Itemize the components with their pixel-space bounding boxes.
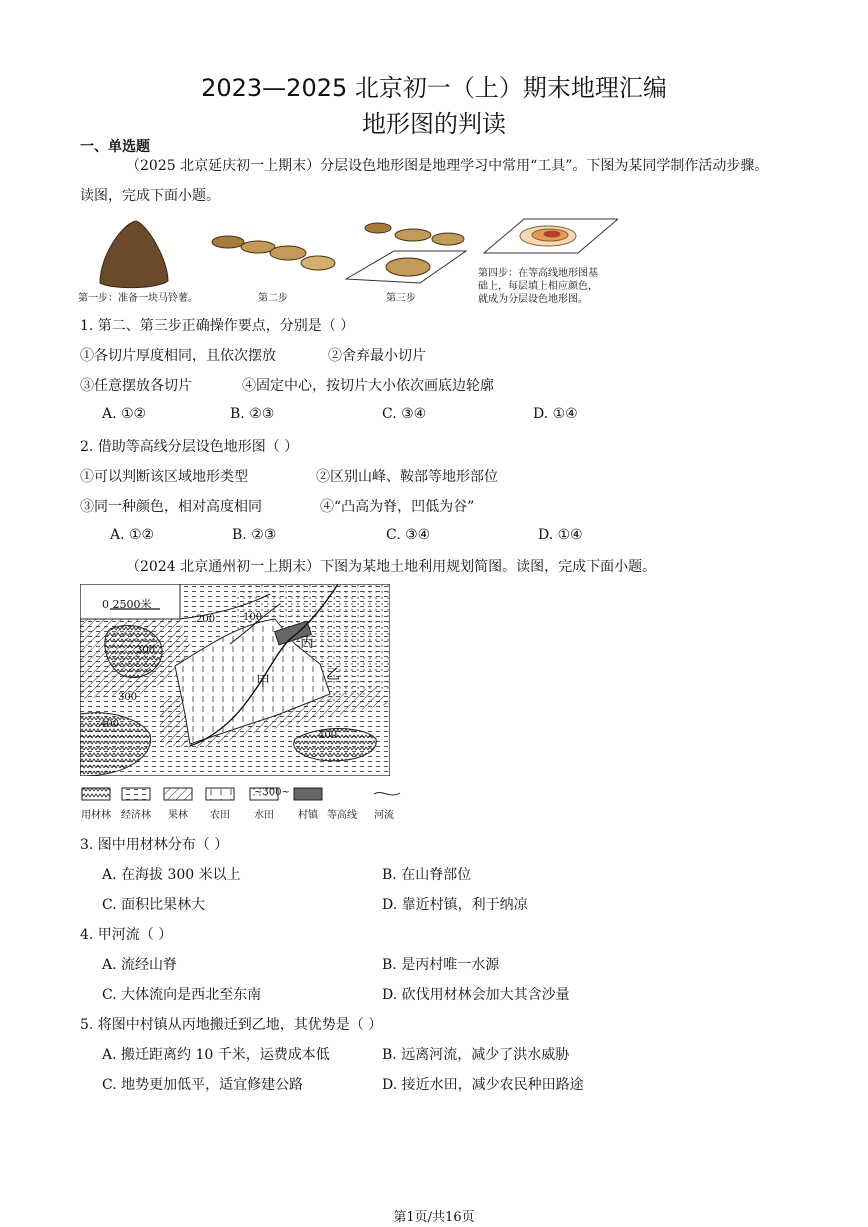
map-label-bing: 丙: [300, 635, 314, 651]
q4-option-b[interactable]: B. 是丙村唯一水源: [382, 957, 500, 973]
map-contour-label-300a: 300: [136, 645, 156, 656]
q1-stem: 1. 第二、第三步正确操作要点，分别是（ ）: [80, 318, 355, 334]
map-contour-label-100: 100: [243, 612, 263, 623]
q5-option-c[interactable]: C. 地势更加低平，适宜修建公路: [102, 1077, 304, 1093]
layer-4c: [544, 231, 560, 237]
legend-label-farmland: 农田: [210, 810, 230, 821]
q1-option-a[interactable]: A. ①②: [102, 406, 147, 422]
q1-statement-3: ③任意摆放各切片: [80, 378, 192, 394]
q3-option-a[interactable]: A. 在海拔 300 米以上: [102, 867, 241, 883]
slice-3d: [386, 258, 430, 276]
q4-option-d[interactable]: D. 砍伐用材林会加大其含沙量: [382, 987, 570, 1003]
legend-label-economic: 经济林: [121, 810, 151, 821]
q1-statement-2: ②舍弃最小切片: [328, 348, 426, 364]
map-label-yi: 乙: [326, 667, 340, 683]
q2-statement-2: ②区别山峰、鞍部等地形部位: [316, 469, 498, 485]
page-title: 2023—2025 北京初一（上）期末地理汇编: [201, 74, 667, 102]
land-use-map-svg: [80, 584, 390, 776]
q1-option-d[interactable]: D. ①④: [533, 406, 578, 422]
q2-option-d[interactable]: D. ①④: [538, 527, 583, 543]
intro2-text: （2024 北京通州初一上期末）下图为某地土地利用规划简图。读图，完成下面小题。: [126, 559, 657, 575]
legend-label-river: 河流: [374, 810, 394, 821]
legend-label-village: 村镇: [298, 810, 318, 821]
q2-statement-1: ①可以判断该区域地形类型: [80, 469, 248, 485]
legend-label-timber: 用材林: [81, 810, 111, 821]
step1-caption: 第一步：准备一块马铃薯。: [78, 293, 198, 304]
q4-stem: 4. 甲河流（ ）: [80, 927, 173, 943]
q1-statement-4: ④固定中心，按切片大小依次画底边轮廓: [242, 378, 494, 394]
q5-stem: 5. 将图中村镇从丙地搬迁到乙地，其优势是（ ）: [80, 1017, 383, 1033]
q5-option-d[interactable]: D. 接近水田，减少农民种田路途: [382, 1077, 584, 1093]
step4-caption-line1: 第四步：在等高线地形图基: [478, 268, 598, 279]
map-scale-label: 0 2500米: [102, 598, 152, 611]
q3-option-d[interactable]: D. 靠近村镇，利于纳凉: [382, 897, 528, 913]
q3-stem: 3. 图中用材林分布（ ）: [80, 837, 229, 853]
potato-shape: [100, 221, 168, 288]
q1-statement-1: ①各切片厚度相同，且依次摆放: [80, 348, 276, 364]
legend-swatch-village: [294, 788, 322, 800]
slice-3: [270, 246, 306, 260]
map-label-jia: 甲: [256, 674, 270, 690]
section-heading: 一、单选题: [80, 139, 150, 155]
legend-label-contour: 等高线: [327, 810, 357, 821]
intro-text-line2: 读图，完成下面小题。: [80, 188, 220, 204]
slice-3c: [432, 233, 464, 245]
legend-label-fruit: 果林: [168, 810, 188, 821]
slice-3b: [395, 229, 431, 241]
q2-stem: 2. 借助等高线分层设色地形图（ ）: [80, 439, 299, 455]
legend-swatch-timber: [82, 788, 110, 800]
map-contour-label-400a: 400: [100, 719, 120, 730]
legend-swatches: [78, 787, 408, 801]
q5-option-b[interactable]: B. 远离河流，减少了洪水威胁: [382, 1047, 570, 1063]
step3-caption: 第三步: [386, 293, 416, 304]
q2-statement-3: ③同一种颜色，相对高度相同: [80, 499, 262, 515]
intro-text-line1: （2025 北京延庆初一上期末）分层设色地形图是地理学习中常用“工具”。下图为某同学制作活动步骤。: [126, 158, 769, 174]
page-footer: 第1页/共16页: [393, 1210, 475, 1225]
page-subtitle: 地形图的判读: [362, 110, 506, 138]
map-contour-label-200: 200: [196, 614, 216, 625]
step4-caption-line2: 础上，每层填上相应颜色，: [478, 281, 598, 292]
q2-option-a[interactable]: A. ①②: [110, 527, 155, 543]
q1-option-b[interactable]: B. ②③: [230, 406, 275, 422]
legend-label-paddy: 水田: [254, 810, 274, 821]
legend-swatch-economic: [122, 788, 150, 800]
slice-1: [212, 236, 244, 248]
slice-4: [301, 256, 335, 270]
q3-option-c[interactable]: C. 面积比果林大: [102, 897, 206, 913]
legend-swatch-fruit: [164, 788, 192, 800]
q4-option-a[interactable]: A. 流经山脊: [102, 957, 178, 973]
legend-swatch-farmland: [206, 788, 234, 800]
q5-option-a[interactable]: A. 搬迁距离约 10 千米，运费成本低: [102, 1047, 330, 1063]
map-contour-label-400b: 400: [318, 730, 338, 741]
step2-caption: 第二步: [258, 293, 288, 304]
slice-3a: [365, 223, 391, 233]
q2-statement-4: ④“凸高为脊，凹低为谷”: [320, 499, 475, 515]
slice-2: [241, 241, 275, 253]
q2-option-b[interactable]: B. ②③: [232, 527, 277, 543]
q2-option-c[interactable]: C. ③④: [386, 527, 431, 543]
q4-option-c[interactable]: C. 大体流向是西北至东南: [102, 987, 262, 1003]
map-contour-label-300b: 300: [118, 692, 138, 703]
legend-swatch-river: [374, 793, 400, 795]
q3-option-b[interactable]: B. 在山脊部位: [382, 867, 472, 883]
step4-caption-line3: 就成为分层设色地形图。: [478, 294, 588, 305]
legend-contour-sample: ~300~: [254, 787, 290, 798]
land-use-map: [80, 584, 390, 776]
q1-option-c[interactable]: C. ③④: [382, 406, 427, 422]
